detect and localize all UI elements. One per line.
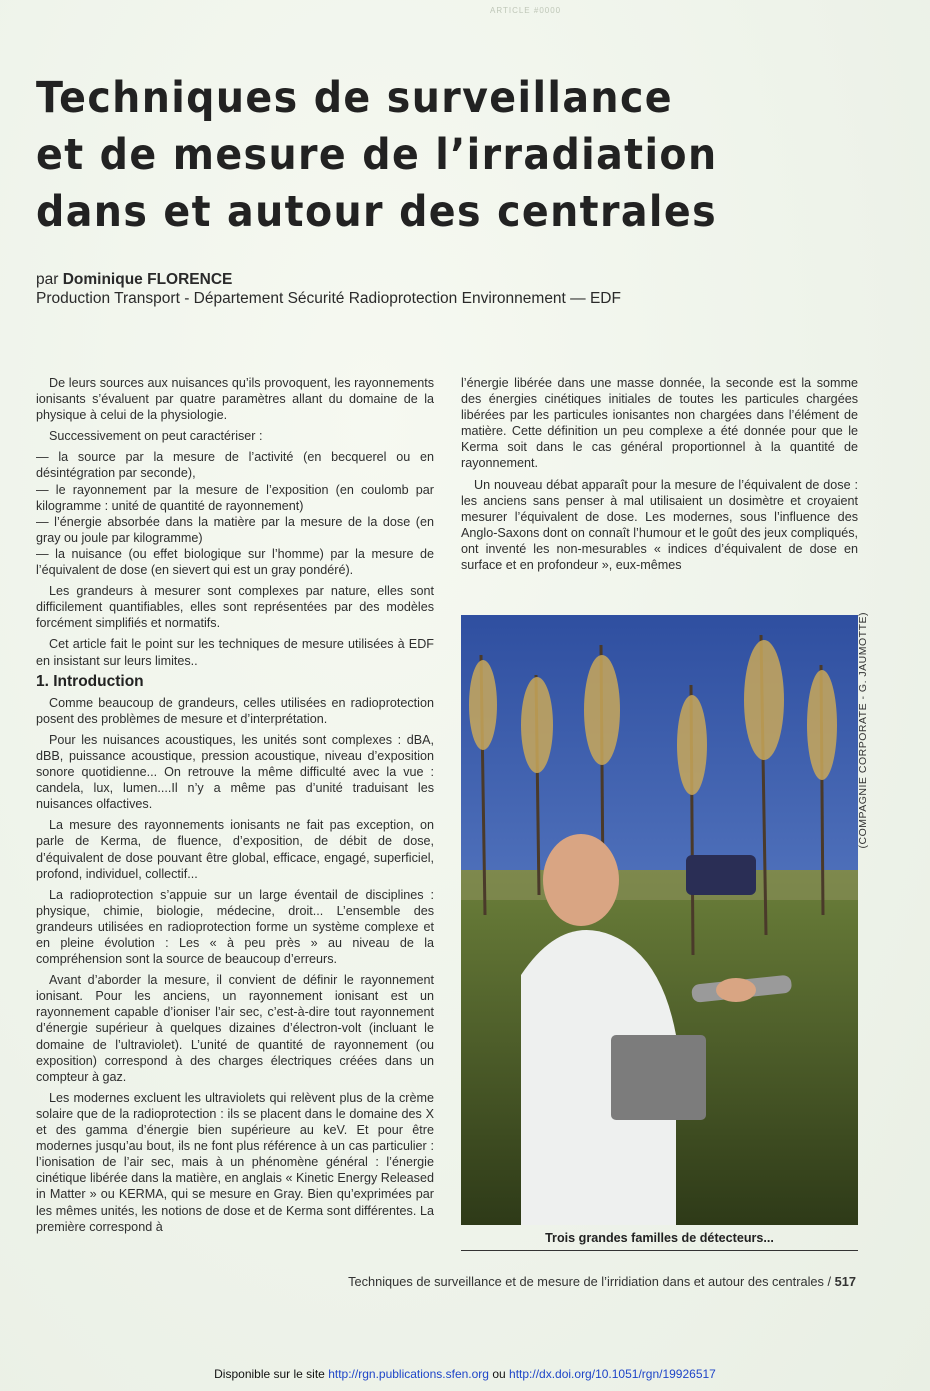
availability-prefix: Disponible sur le site [214, 1367, 325, 1381]
title-line: et de mesure de l’irradiation [36, 130, 718, 180]
running-title: Techniques de surveillance et de mesure de l’irridiation dans et autour des centrales / [348, 1274, 832, 1289]
left-column [36, 375, 434, 1240]
section-heading: 1. Introduction [36, 672, 144, 690]
van [686, 855, 756, 895]
body-paragraph: l’énergie libérée dans une masse donnée, la seconde est la somme des énergies cinétiques initiales de toutes les particules chargées libérées par les particules ionisantes non chargées dans l’élément de matière. Cette définition un peu complexe a été donnée pour que le Kerma soit dans le cas général proportionnel à la quantité de rayonnement. [461, 376, 858, 471]
running-footer [348, 1274, 856, 1289]
abstract-list-item: — la source par la mesure de l’activité (en becquerel ou en désintégration par seconde), [36, 450, 434, 481]
photo-illustration [461, 615, 858, 1225]
availability-line [0, 1367, 930, 1381]
person-hand [716, 978, 756, 1002]
abstract-paragraph: Cet article fait le point sur les techniques de mesure utilisées à EDF en insistant sur leurs limites.. [36, 637, 434, 668]
byline-prefix: par [36, 271, 59, 288]
body-paragraph: Les modernes excluent les ultraviolets qui relèvent plus de la crème solaire que de la radioprotection : ils se placent dans le domaine des X et des gamma d’énergie bien supérieure au keV. Et pour être modernes jusqu’au bout, ils ne font plus référence à un cas particulier : l’ionisation de l’air sec, mais à un phénomène général : l’énergie cinétique libérée dans la matière, en anglais « Kinetic Energy Released in Matter » ou KERMA, qui se mesure en Gray. Bien qu’exprimées par les mêmes unités, les notions de dose et de Kerma sont différentes. La première correspond à [36, 1090, 434, 1234]
body-paragraph: La mesure des rayonnements ionisants ne fait pas exception, on parle de Kerma, de fluence, d’exposition, de débit de dose, d’équivalent de dose pouvant être global, efficace, engagé, superficiel, profond, individuel, collectif... [36, 818, 434, 881]
author-affiliation: Production Transport - Département Sécurité Radioprotection Environnement — EDF [36, 290, 621, 307]
body-paragraph: La radioprotection s’appuie sur un large éventail de disciplines : physique, chimie, biologie, médecine, droit... L’ensemble des grandeurs utilisées en radioprotection forme un système complexe et en pleine évolution : Les « à peu près » au niveau de la compréhension sont la source de beaucoup d’erreurs. [36, 887, 434, 967]
availability-or: ou [492, 1367, 506, 1381]
publications-link[interactable]: http://rgn.publications.sfen.org [328, 1367, 489, 1381]
page-number: 517 [834, 1274, 856, 1289]
abstract-paragraph: Successivement on peut caractériser : [49, 429, 263, 444]
body-paragraph: Pour les nuisances acoustiques, les unités sont complexes : dBA, dBB, puissance acoustique, pression acoustique, niveau d’exposition sonore quotidienne... On retrouve la même difficulté avec la vue : candela, lux, lumen....Il n’y a même pas d’unité traduisant les nuisances olfactives. [36, 732, 434, 812]
body-paragraph: Un nouveau débat apparaît pour la mesure de l’équivalent de dose : les anciens sans penser à mal utilisaient un dosimètre et croyaient mesurer l’équivalent de dose. Les modernes, sous l’influence des Anglo-Saxons dont on connaît l’humour et le goût des jeux compliqués, ont inventé les non-mesurables « indices d’équivalent de dose en surface et en profondeur », eux-mêmes [461, 477, 858, 573]
abstract-list-item: — l’énergie absorbée dans la matière par la mesure de la dose (en gray ou joule par kilogramme) [36, 514, 434, 545]
figure-caption: Trois grandes familles de détecteurs... [461, 1231, 858, 1251]
person-head [543, 834, 619, 926]
body-paragraph: Comme beaucoup de grandeurs, celles utilisées en radioprotection posent des problèmes de mesure et d’interprétation. [36, 695, 434, 726]
abstract-paragraph: Les grandeurs à mesurer sont complexes par nature, elles sont difficilement quantifiables, elles sont représentées par des modèles forcément simplifiés et normatifs. [36, 584, 434, 631]
photo-credit: (COMPAGNIE CORPORATE - G. JAUMOTTE) [857, 612, 869, 849]
doi-link[interactable]: http://dx.doi.org/10.1051/rgn/19926517 [509, 1367, 716, 1381]
author-line [36, 270, 621, 289]
byline [36, 270, 621, 308]
archive-stamp: ARTICLE #0000 [490, 6, 562, 15]
right-column [461, 375, 858, 578]
abstract-paragraph: De leurs sources aux nuisances qu’ils provoquent, les rayonnements ionisants s’évaluent par quatre paramètres allant du domaine de la physique à celui de la physiologie. [36, 376, 434, 423]
body-paragraph: Avant d’aborder la mesure, il convient de définir le rayonnement ionisant. Pour les anciens, un rayonnement ionisant est un rayonnement capable d’ioniser l’air sec, c’est-à-dire tout rayonnement d’énergie supérieur à quelques dizaines d’électron-volt (incluant le domaine de l’ultraviolet). L’unité de quantité de rayonnement (ou exposition) correspond à des charges électriques créées dans un compteur à gaz. [36, 973, 434, 1084]
abstract-list-item: — le rayonnement par la mesure de l’exposition (en coulomb par kilogramme : unité de quantité de rayonnement) [36, 482, 434, 513]
title-line: dans et autour des centrales [36, 187, 718, 237]
article-photo [461, 615, 858, 1225]
abstract-list-item: — la nuisance (ou effet biologique sur l’homme) par la mesure de l’équivalent de dose (en sievert qui est un gray pondéré). [36, 546, 434, 578]
article-title [36, 70, 718, 241]
author-name: Dominique FLORENCE [62, 271, 233, 288]
detector-device [611, 1035, 706, 1120]
title-line: Techniques de surveillance [36, 73, 673, 123]
